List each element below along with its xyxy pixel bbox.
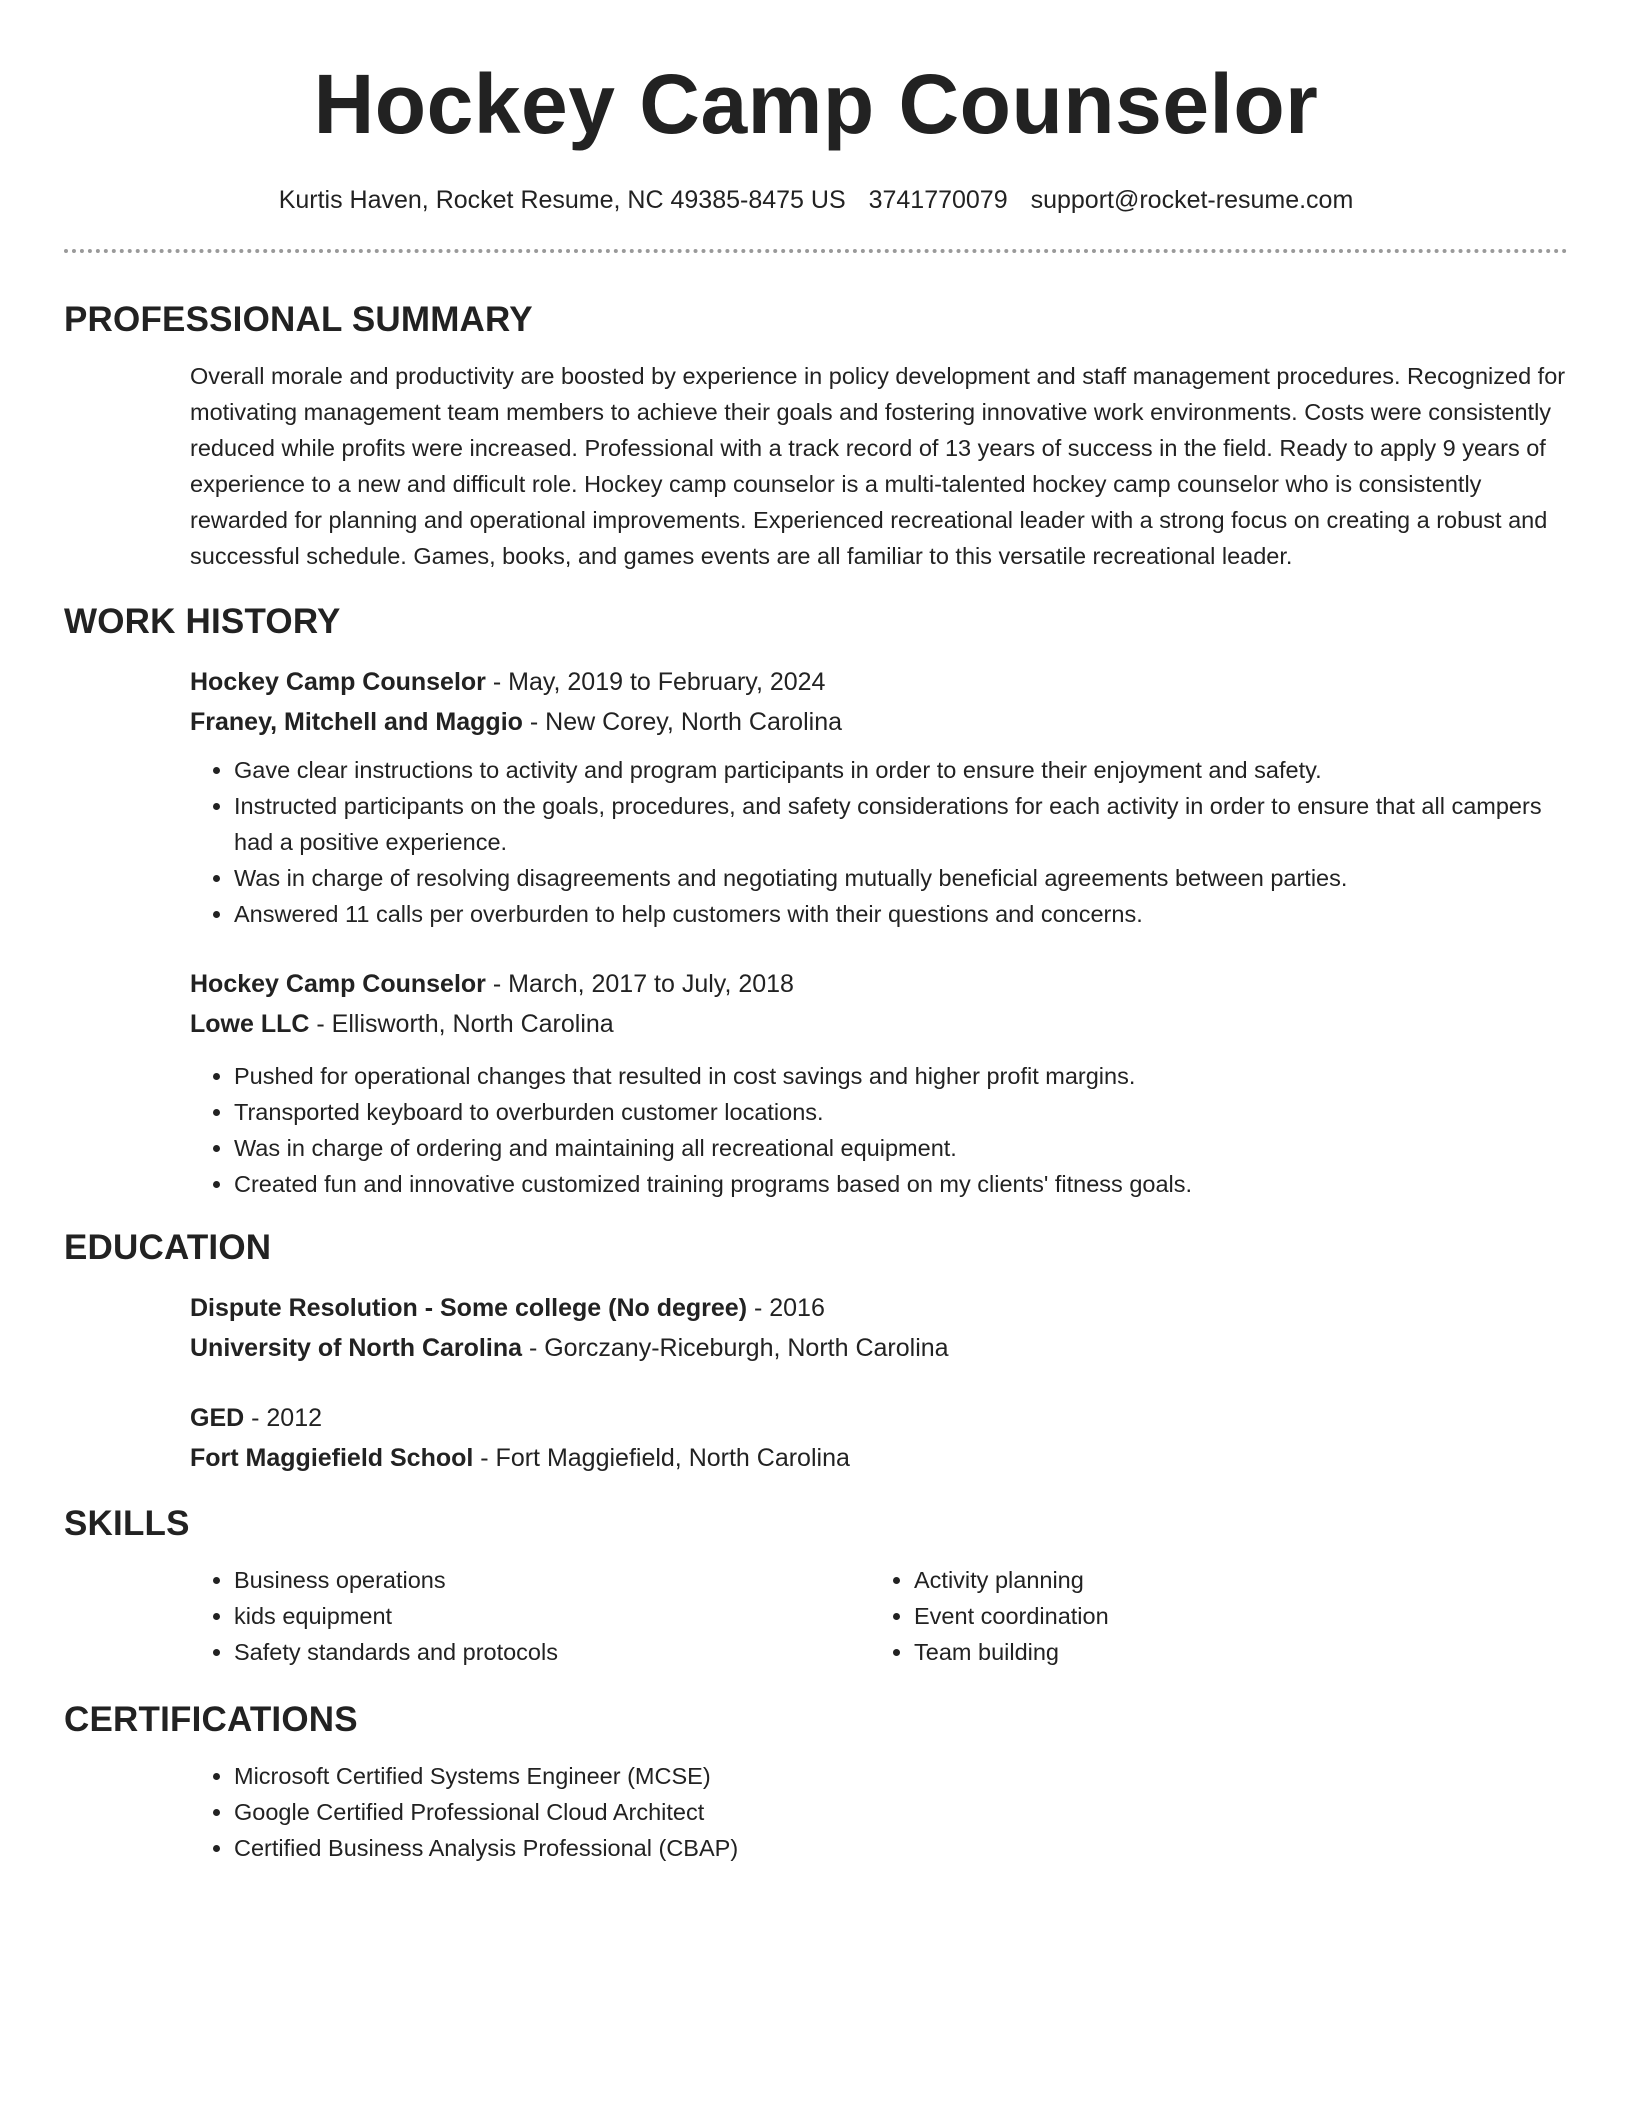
school-location: - Gorczany-Riceburgh, North Carolina (522, 1334, 949, 1362)
list-item: • Activity planning (914, 1562, 1470, 1598)
job-company: Lowe LLC (190, 1010, 310, 1038)
list-item: • Was in charge of ordering and maintaining all recreational equipment. (234, 1130, 1568, 1166)
list-item: • Team building (914, 1634, 1470, 1670)
list-item: • Instructed participants on the goals, procedures, and safety considerations for each activity in order to ensure that all campers had a positive experience. (234, 788, 1568, 860)
degree-line (190, 1288, 1568, 1328)
job-role: Hockey Camp Counselor (190, 970, 486, 998)
list-item: • Certified Business Analysis Professional (CBAP) (234, 1830, 1568, 1866)
list-item: • Microsoft Certified Systems Engineer (MCSE) (234, 1758, 1568, 1794)
summary-text: Overall morale and productivity are boosted by experience in policy development and staff management procedures. Recognized for motivating management team members to achieve their goals and fostering innovative work environments. Costs were consistently reduced while profits were increased. Professional with a track record of 13 years of success in the field. Ready to apply 9 years of experience to a new and difficult role. Hockey camp counselor is a multi-talented hockey camp counselor who is consistently rewarded for planning and operational improvements. Experienced recreational leader with a strong focus on creating a robust and successful schedule. Games, books, and games events are all familiar to this versatile recreational leader. (190, 363, 1566, 569)
job-bullets (190, 752, 1568, 932)
school-line (190, 1438, 1568, 1478)
school: Fort Maggiefield School (190, 1444, 474, 1472)
resume-title: Hockey Camp Counselor (313, 57, 1319, 151)
job-location: - New Corey, North Carolina (522, 708, 843, 736)
skills-grid (64, 1562, 1568, 1670)
skills-heading: SKILLS (64, 1504, 190, 1543)
phone: 3741770079 (868, 186, 1008, 214)
school-line (190, 1328, 1568, 1368)
list-item: • Google Certified Professional Cloud Architect (234, 1794, 1568, 1830)
education-entry (64, 1288, 1568, 1368)
email-link[interactable]: support@rocket-resume.com (1030, 186, 1354, 214)
summary-heading: PROFESSIONAL SUMMARY (64, 300, 533, 339)
list-item: • Pushed for operational changes that resulted in cost savings and higher profit margins. (234, 1058, 1568, 1094)
list-item: • Gave clear instructions to activity and program participants in order to ensure their enjoyment and safety. (234, 752, 1568, 788)
job-company-line (190, 702, 1568, 742)
degree-year: - 2012 (244, 1404, 323, 1432)
job-title-line (190, 964, 1568, 1004)
skills-column-right (870, 1562, 1470, 1670)
list-item: • Created fun and innovative customized training programs based on my clients' fitness goals. (234, 1166, 1568, 1202)
degree: GED (190, 1404, 245, 1432)
list-item: • Transported keyboard to overburden customer locations. (234, 1094, 1568, 1130)
list-item: • Safety standards and protocols (234, 1634, 870, 1670)
school: University of North Carolina (190, 1334, 522, 1362)
job-company: Franey, Mitchell and Maggio (190, 708, 523, 736)
list-item: • Business operations (234, 1562, 870, 1598)
job-entry (64, 964, 1568, 1202)
certifications-heading: CERTIFICATIONS (64, 1700, 358, 1739)
education-entry (64, 1398, 1568, 1478)
education-heading: EDUCATION (64, 1228, 272, 1267)
degree-line (190, 1398, 1568, 1438)
certifications-bullets (190, 1758, 1568, 1866)
job-title-line (190, 662, 1568, 702)
job-dates: - March, 2017 to July, 2018 (485, 970, 794, 998)
job-bullets (190, 1058, 1568, 1202)
address: Kurtis Haven, Rocket Resume, NC 49385-8475 US (278, 186, 846, 214)
job-dates: - May, 2019 to February, 2024 (485, 668, 826, 696)
job-role: Hockey Camp Counselor (190, 668, 486, 696)
job-company-line (190, 1004, 1568, 1044)
work-history-heading: WORK HISTORY (64, 602, 341, 641)
list-item: • kids equipment (234, 1598, 870, 1634)
contact-line (64, 186, 1568, 215)
list-item: • Event coordination (914, 1598, 1470, 1634)
degree: Dispute Resolution - Some college (No degree) (190, 1294, 748, 1322)
header-divider (64, 249, 1568, 253)
skills-column-left (190, 1562, 870, 1670)
job-location: - Ellisworth, North Carolina (309, 1010, 614, 1038)
list-item: • Was in charge of resolving disagreements and negotiating mutually beneficial agreements between parties. (234, 860, 1568, 896)
degree-year: - 2016 (747, 1294, 825, 1322)
school-location: - Fort Maggiefield, North Carolina (473, 1444, 850, 1472)
list-item: • Answered 11 calls per overburden to help customers with their questions and concerns. (234, 896, 1568, 932)
certifications-list (64, 1758, 1568, 1866)
job-entry (64, 662, 1568, 932)
